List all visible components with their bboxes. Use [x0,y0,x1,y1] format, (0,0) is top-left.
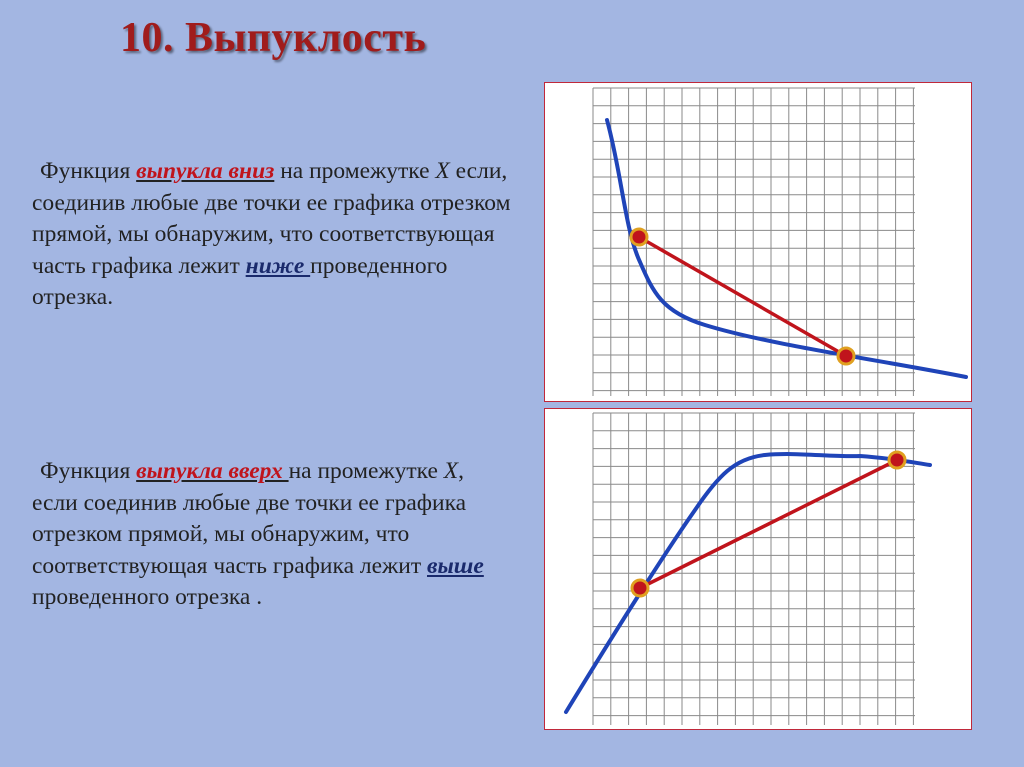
def2-variable: X [443,458,459,484]
grid-bottom [593,413,915,725]
def1-after-term: на промежутке [274,158,436,184]
convex-up-chord [640,460,897,588]
def1-term: выпукла вниз [136,158,275,184]
def2-term: выпукла вверх [136,458,289,484]
def2-body: , если соединив любые две точки ее графика отрезком прямой, мы обнаружим, что соответствующая часть графика лежит [32,458,467,579]
convex-up-curve [566,454,930,712]
def1-suffix: проведенного отрезка. [32,252,448,310]
def1-variable: X [435,158,450,184]
def1-body: если, соединив любые две точки ее графика отрезком прямой, мы обнаружим, что соответствующая часть графика лежит [32,158,511,279]
convex-up-point-b [889,452,905,468]
convex-down-chord [639,237,846,356]
def2-prefix: Функция [40,458,137,484]
def1-keyword: ниже [245,252,311,279]
def2-after-term: на промежутке [288,458,444,484]
convex-up-point-a [632,580,648,596]
def2-keyword: выше [427,552,484,579]
slide-title: 10. Выпуклость [120,15,427,61]
convex-down-point-a [631,229,647,245]
convex-down-point-b [838,348,854,364]
def2-suffix: проведенного отрезка . [32,584,263,610]
def1-prefix: Функция [40,158,137,184]
